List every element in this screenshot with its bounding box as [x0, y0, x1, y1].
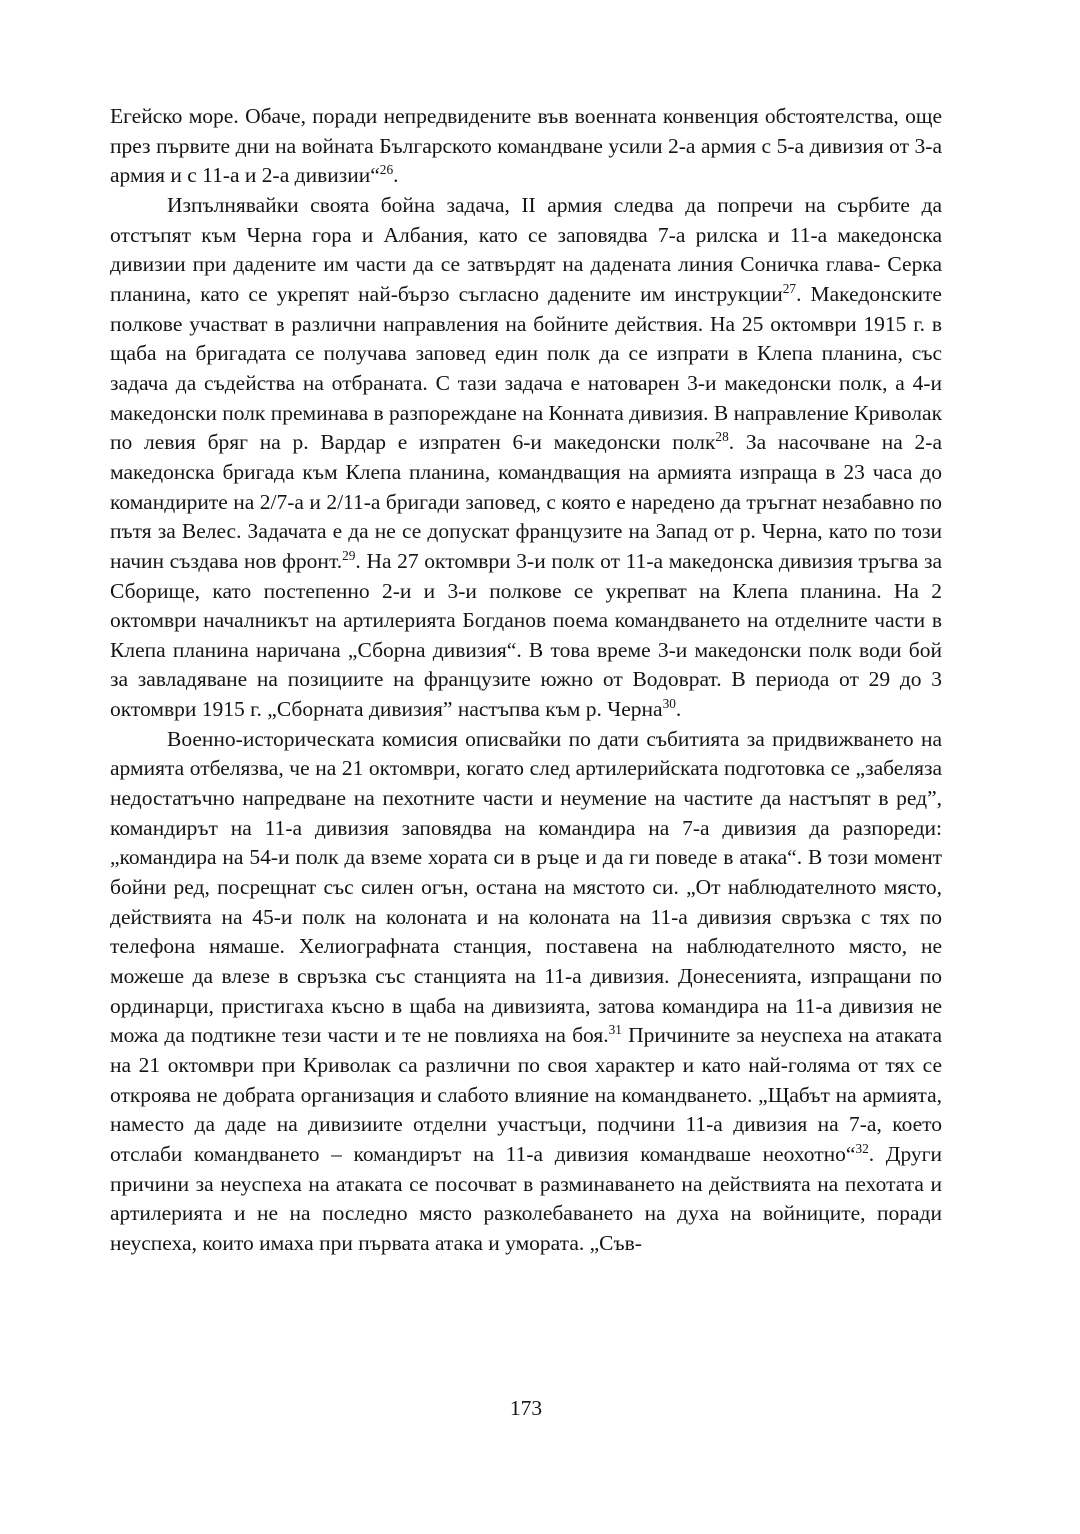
- footnote-ref: 26: [379, 162, 394, 178]
- footnote-ref: 31: [608, 1022, 622, 1038]
- page-number: 173: [509, 1396, 543, 1420]
- footnote-ref: 29: [342, 547, 356, 563]
- page-text: [110, 102, 942, 1259]
- text-run: . Други причини за неуспеха на атаката се посочват в разминаването на действията на пехотата и артилерията и не на последно място разколебаването на духа на войниците, поради неуспеха, които имаха при първата атака и умората. „Съв-: [110, 1141, 942, 1255]
- paragraph: [110, 725, 942, 1259]
- footnote-ref: 32: [855, 1140, 869, 1156]
- footnote-ref: 28: [715, 429, 729, 445]
- text-run: .: [393, 163, 399, 188]
- paragraph: [110, 191, 942, 725]
- footnote-ref: 27: [782, 280, 797, 296]
- text-run: Причините за неуспеха на атаката на 21 октомври при Криволак са различни по своя характер и като най-голяма от тях се откроява не добрата организация и слабото влияние на командването. „Щабът на армията, наместо да даде на дивизиите отделни участъци, подчини 11-а дивизия на 7-а, което отслаби командването – командирът на 11-а дивизия командваше неохотно“: [110, 1023, 942, 1166]
- text-run: Военно-историческата комисия описвайки по дати събитията за придвижването на армията отбелязва, че на 21 октомври, когато след артилерийската подготовка се „забеляза недостатъчно напредване на пехотните части и неумение на частите да настъпят в ред”, командирът на 11-а дивизия заповядва на командира на 7-а дивизия да разпореди: „командира на 54-и полк да вземе хората си в ръце и да ги поведе в атака“. В този момент бойни ред, посрещнат със силен огън, остана на мястото си. „От наблюдателното място, действията на 45-и полк на колоната и на колоната на 11-а дивизия свръзка с тях по телефона нямаше. Хелиографната станция, поставена на наблюдателното място, не можеше да влезе в свръзка със станцията на 11-а дивизия. Донесенията, изпращани по ординарци, пристигаха късно в щаба на дивизията, затова командира на 11-а дивизия не можа да подтикне тези части и те не повлияха на боя.: [110, 726, 942, 1048]
- footnote-ref: 30: [662, 695, 676, 711]
- text-run: Изпълнявайки своята бойна задача, II армия следва да попречи на сърбите да отстъпят към Черна гора и Албания, като се заповядва 7-а рилска и 11-а македонска дивизии при дадените им части да се затвърдят на дадената линия Соничка глава- Серка планина, като се укрепят най-бързо съгласно дадените им инструкции: [110, 192, 942, 306]
- text-run: . За насочване на 2-а македонска бригада към Клепа планина, командващия на армията изпраща в 23 часа до командирите на 2/7-а и 2/11-а бригади заповед, с която е наредено да тръгнат незабавно по пътя за Велес. Задачата е да не се допускат французите на Запад от р. Черна, като по този начин създава нов фронт.: [110, 430, 942, 573]
- text-run: . Македонските полкове участват в различни направления на бойните действия. На 25 октомври 1915 г. в щаба на бригадата се получава заповед един полк да се изпрати в Клепа планина, със задача да съдейства на отбраната. С тази задача е натоварен 3-и македонски полк, а 4-и македонски полк преминава в разпореждане на Конната дивизия. В направление Криволак по левия бряг на р. Вардар е изпратен 6-и македонски полк: [110, 281, 943, 455]
- text-run: .: [675, 697, 682, 722]
- text-run: Егейско море. Обаче, поради непредвидените във военната конвенция обстоятелства, още през първите дни на войната Българското командване усили 2-а армия с 5-а дивизия от 3-а армия и с 11-а и 2-а дивизии“: [110, 104, 942, 188]
- text-run: . На 27 октомври 3-и полк от 11-а македонска дивизия тръгва за Сборище, като постепенно 2-и и 3-и полкове се укрепват на Клепа планина. На 2 октомври началникът на артилерията Богданов поема командването на отделните части в Клепа планина наричана „Сборна дивизия“. В това време 3-и македонски полк води бой за завладяване на позициите на французите южно от Водоврат. В периода от 29 до 3 октомври 1915 г. „Сборната дивизия” настъпва към р. Черна: [110, 548, 942, 722]
- paragraph: [110, 102, 942, 191]
